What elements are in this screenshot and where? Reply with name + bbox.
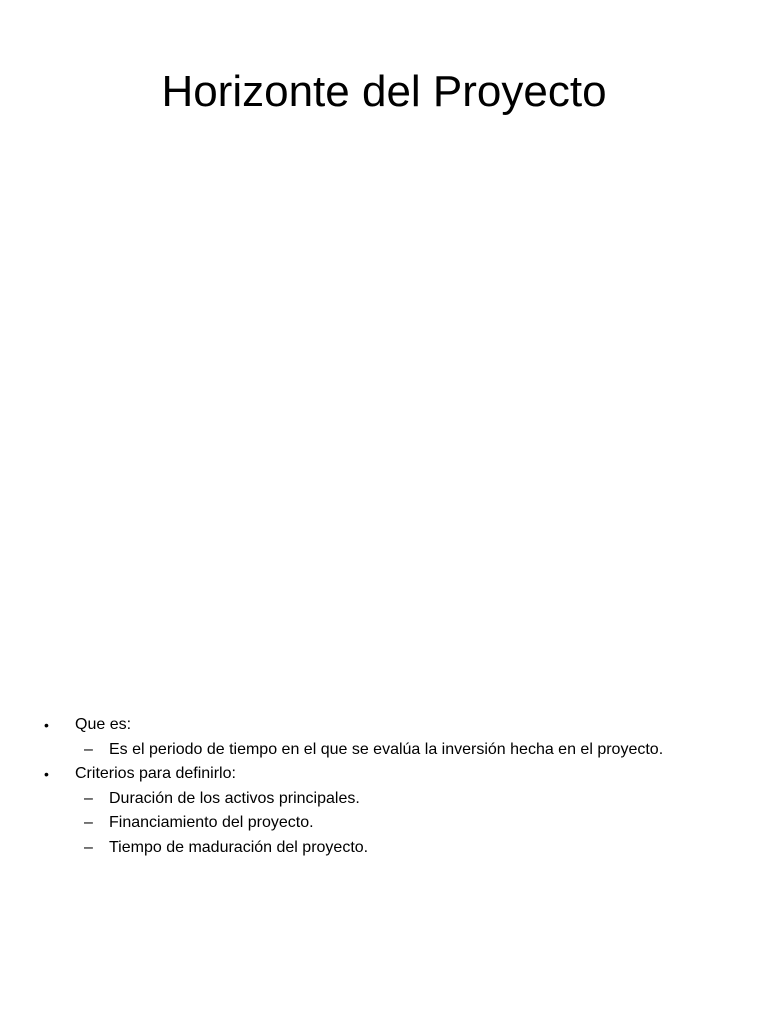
sub-bullet-item [44,811,744,836]
dash-marker: – [84,740,93,758]
sub-bullet-text: Duración de los activos principales. [109,789,360,807]
dash-marker: – [84,838,93,856]
bullet-text: Criterios para definirlo: [75,765,236,782]
dash-marker: – [84,814,93,831]
dash-marker: – [84,789,93,807]
sub-bullet-text: Financiamiento del proyecto. [109,814,314,831]
bullet-list [44,713,744,860]
slide-title: Horizonte del Proyecto [161,67,607,116]
bullet-marker: • [44,717,49,733]
sub-bullet-item [44,787,744,812]
bullet-marker: • [44,766,49,782]
sub-bullet-text: Es el periodo de tiempo en el que se evalúa la inversión hecha en el proyecto. [109,740,664,758]
sub-bullet-item [44,738,744,763]
sub-bullet-text: Tiempo de maduración del proyecto. [109,838,369,856]
bullet-item [44,713,744,738]
bullet-text: Que es: [75,716,132,733]
bullet-item [44,762,744,787]
sub-bullet-item [44,836,744,861]
